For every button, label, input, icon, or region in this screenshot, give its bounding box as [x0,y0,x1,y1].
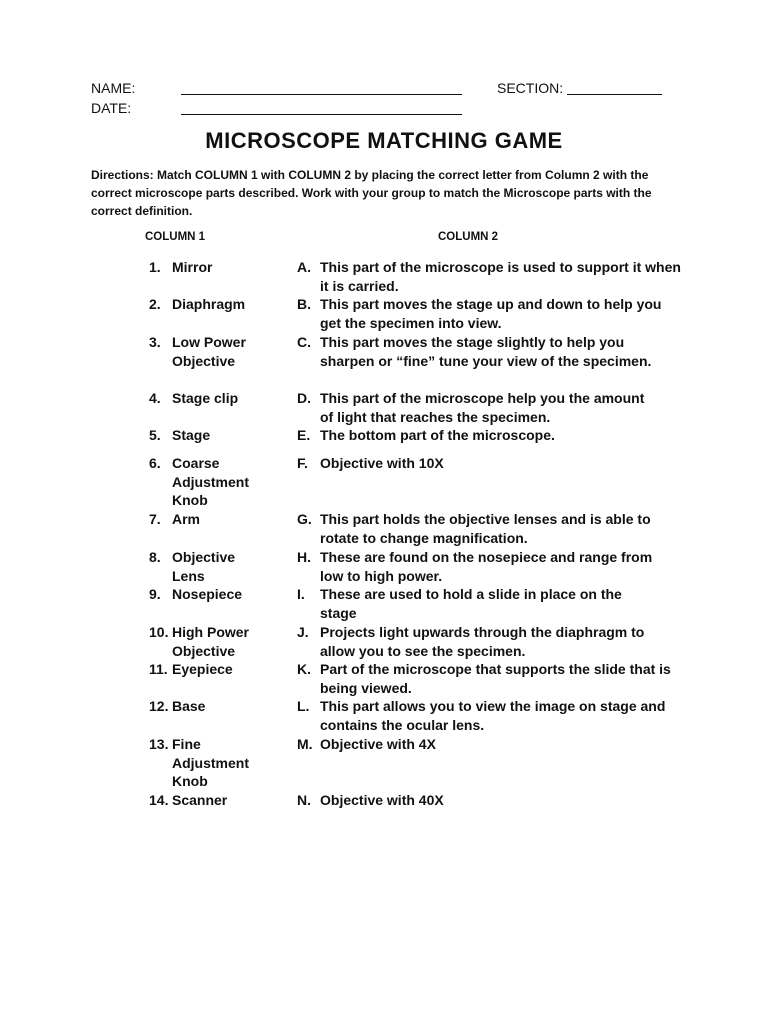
item-definition: This part of the microscope help you the amount of light that reaches the specimen. [320,390,645,425]
item-letter: C. [297,334,311,350]
item-number: 13. [149,736,169,752]
item-number: 7. [149,511,161,527]
item-letter: L. [297,698,310,714]
item-definition: This part holds the objective lenses and is able to rotate to change magnification. [320,511,651,546]
date-line[interactable] [181,114,462,115]
item-letter: A. [297,259,311,275]
item-label: Arm [172,511,201,527]
item-label: Stage clip [172,390,239,406]
item-definition: This part of the microscope is used to support it when it is carried. [320,259,681,294]
item-definition: The bottom part of the microscope. [320,427,555,443]
item-label: Mirror [172,259,213,275]
item-label: Scanner [172,792,228,808]
item-label: Diaphragm [172,296,246,312]
item-definition: These are used to hold a slide in place on the stage [320,586,622,621]
item-letter: D. [297,390,311,406]
item-number: 2. [149,296,161,312]
item-label: Nosepiece [172,586,243,602]
item-definition: These are found on the nosepiece and range from low to high power. [320,549,653,584]
item-definition: Objective with 4X [320,736,436,752]
item-number: 8. [149,549,161,565]
section-label: SECTION: [497,80,564,96]
column-2-heading: COLUMN 2 [438,231,499,243]
item-definition: Objective with 10X [320,455,444,471]
item-label: Objective Lens [172,549,236,584]
item-letter: H. [297,549,311,565]
item-letter: N. [297,792,311,808]
item-letter: B. [297,296,311,312]
item-number: 9. [149,586,161,602]
name-label: NAME: [91,80,136,96]
item-definition: Projects light upwards through the diaphragm to allow you to see the specimen. [320,624,645,659]
item-letter: J. [297,624,309,640]
item-letter: M. [297,736,313,752]
column-1-heading: COLUMN 1 [145,231,206,243]
item-label: Fine Adjustment Knob [172,736,249,790]
item-letter: E. [297,427,311,443]
item-letter: G. [297,511,312,527]
item-label-line-1: High Power [172,624,250,640]
item-number: 11. [149,661,168,677]
item-definition: This part allows you to view the image on stage and contains the ocular lens. [320,698,666,733]
name-line[interactable] [181,94,462,95]
section-line[interactable] [567,94,662,95]
item-label: Stage [172,427,211,443]
item-label: Low Power Objective [172,334,246,369]
item-letter: K. [297,661,311,677]
item-number: 6. [149,455,161,471]
item-definition: This part moves the stage up and down to help you get the specimen into view. [320,296,662,331]
date-label: DATE: [91,100,132,116]
item-definition: This part moves the stage slightly to help you sharpen or “fine” tune your view of the specimen. [320,334,652,369]
item-number: 4. [149,390,161,406]
directions-text: Directions: Match COLUMN 1 with COLUMN 2 by placing the correct letter from Column 2 with the correct microscope parts described. Work with your group to match the Microscope parts with the correct definition. [91,168,652,218]
item-definition: Objective with 40X [320,792,444,808]
item-label: Coarse Adjustment Knob [172,455,249,509]
item-number: 1. [149,259,161,275]
item-number: 10. [149,624,169,640]
item-letter: F. [297,455,308,471]
item-definition: Part of the microscope that supports the slide that is being viewed. [320,661,671,696]
item-number: 5. [149,427,161,443]
item-letter: I. [297,586,305,602]
item-number: 14. [149,792,169,808]
page-title: MICROSCOPE MATCHING GAME [205,128,563,153]
item-label: Eyepiece [172,661,233,677]
item-label: Base [172,698,206,714]
item-number: 3. [149,334,161,350]
item-label-line-2: Objective [172,642,236,659]
item-number: 12. [149,698,169,714]
